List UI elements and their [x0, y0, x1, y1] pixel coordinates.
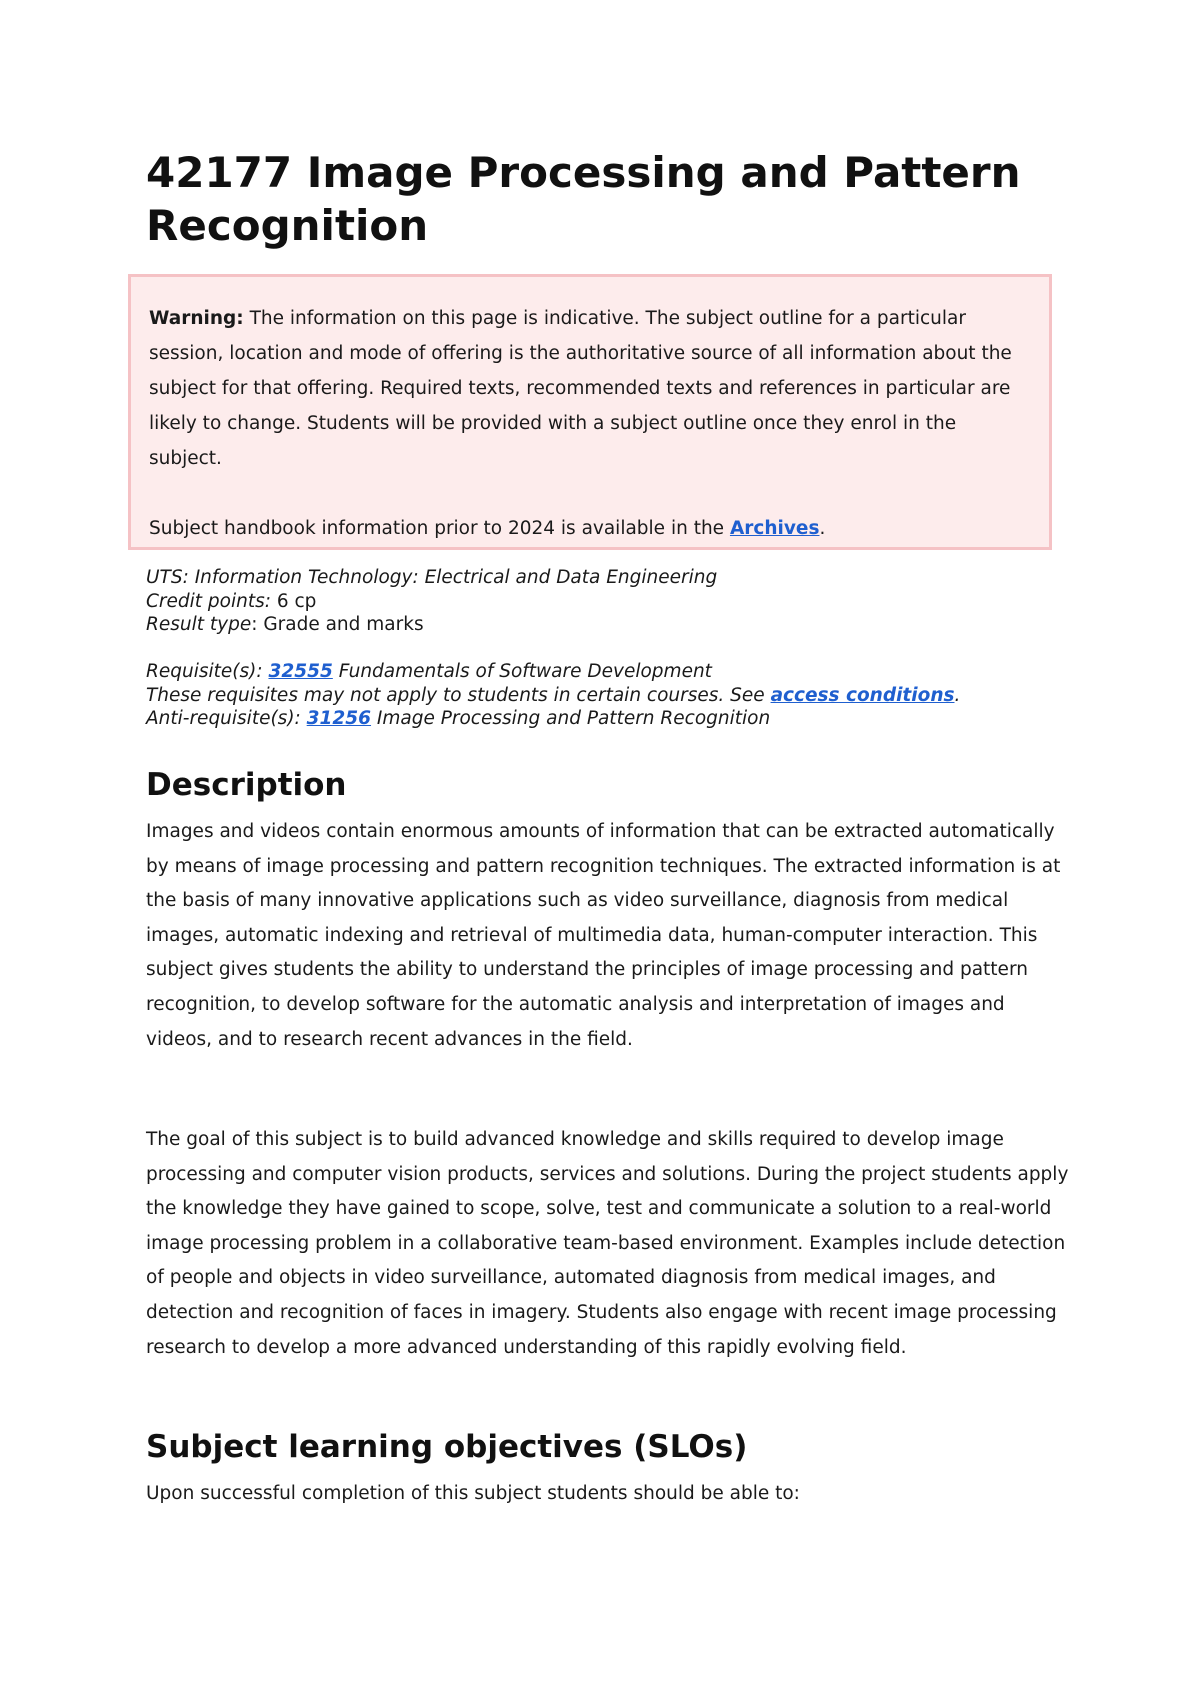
archives-prefix: Subject handbook information prior to 2024 is available in the [149, 518, 730, 539]
result-type-value: : Grade and marks [251, 614, 424, 635]
warning-message [149, 301, 1031, 476]
access-suffix: . [954, 684, 961, 706]
archives-notice [149, 511, 1031, 546]
slo-intro-text: Upon successful completion of this subject students should be able to: [146, 1483, 800, 1504]
subject-meta [146, 566, 1076, 731]
requisite-note-line [146, 684, 1076, 708]
anti-requisite-line [146, 707, 1076, 731]
requisite-label: Requisite(s): [146, 661, 269, 682]
credit-points-label: Credit points: [146, 590, 271, 612]
description-heading: Description [146, 767, 347, 803]
warning-box [128, 274, 1052, 550]
anti-requisite-label: Anti-requisite(s): [146, 708, 307, 729]
faculty-line: UTS: Information Technology: Electrical and Data Engineering [146, 567, 718, 588]
description-text-1: Images and videos contain enormous amounts of information that can be extracted automatically by means of image processing and pattern recognition techniques. The extracted information is at the basis of many innovative applications such as video surveillance, diagnosis from medical images, automatic indexing and retrieval of multimedia data, human-computer interaction. This subject gives students the ability to understand the principles of image processing and pattern recognition, to develop software for the automatic analysis and interpretation of images and videos, and to research recent advances in the field. [146, 821, 1061, 1050]
credit-points-line [146, 590, 1076, 614]
page-title: 42177 Image Processing and Pattern Recognition [146, 148, 1021, 250]
meta-spacer [146, 637, 1076, 661]
anti-requisite-name: Image Processing and Pattern Recognition [371, 708, 771, 729]
archives-link[interactable]: Archives [729, 518, 820, 539]
credit-points-value: 6 cp [270, 590, 317, 612]
result-type-line [146, 613, 1076, 637]
requisite-line [146, 660, 1076, 684]
slo-heading: Subject learning objectives (SLOs) [146, 1429, 748, 1465]
anti-requisite-code-link[interactable]: 31256 [306, 708, 372, 729]
access-conditions-link[interactable]: access conditions [770, 684, 955, 706]
result-type-label: Result type [146, 614, 252, 635]
requisite-note: These requisites may not apply to students in certain courses. See [146, 684, 771, 706]
description-paragraph-1 [146, 815, 1076, 1057]
description-text-2: The goal of this subject is to build advanced knowledge and skills required to develop image processing and computer vision products, services and solutions. During the project students apply the knowledge they have gained to scope, solve, test and communicate a solution to a real-world image processing problem in a collaborative team-based environment. Examples include detection of people and objects in video surveillance, automated diagnosis from medical images, and detection and recognition of faces in imagery. Students also engage with recent image processing research to develop a more advanced understanding of this rapidly evolving field. [146, 1129, 1069, 1358]
warning-text: The information on this page is indicative. The subject outline for a particular session, location and mode of offering is the authoritative source of all information about the subject for that offering. Required texts, recommended texts and references in particular are likely to change. Students will be provided with a subject outline once they enrol in the subject. [149, 308, 1012, 469]
archives-suffix: . [819, 518, 826, 539]
requisite-code-link[interactable]: 32555 [268, 661, 333, 682]
slo-intro [146, 1477, 1076, 1512]
warning-label: Warning: [149, 308, 244, 329]
requisite-name: Fundamentals of Software Development [332, 661, 712, 682]
description-paragraph-2 [146, 1123, 1076, 1365]
